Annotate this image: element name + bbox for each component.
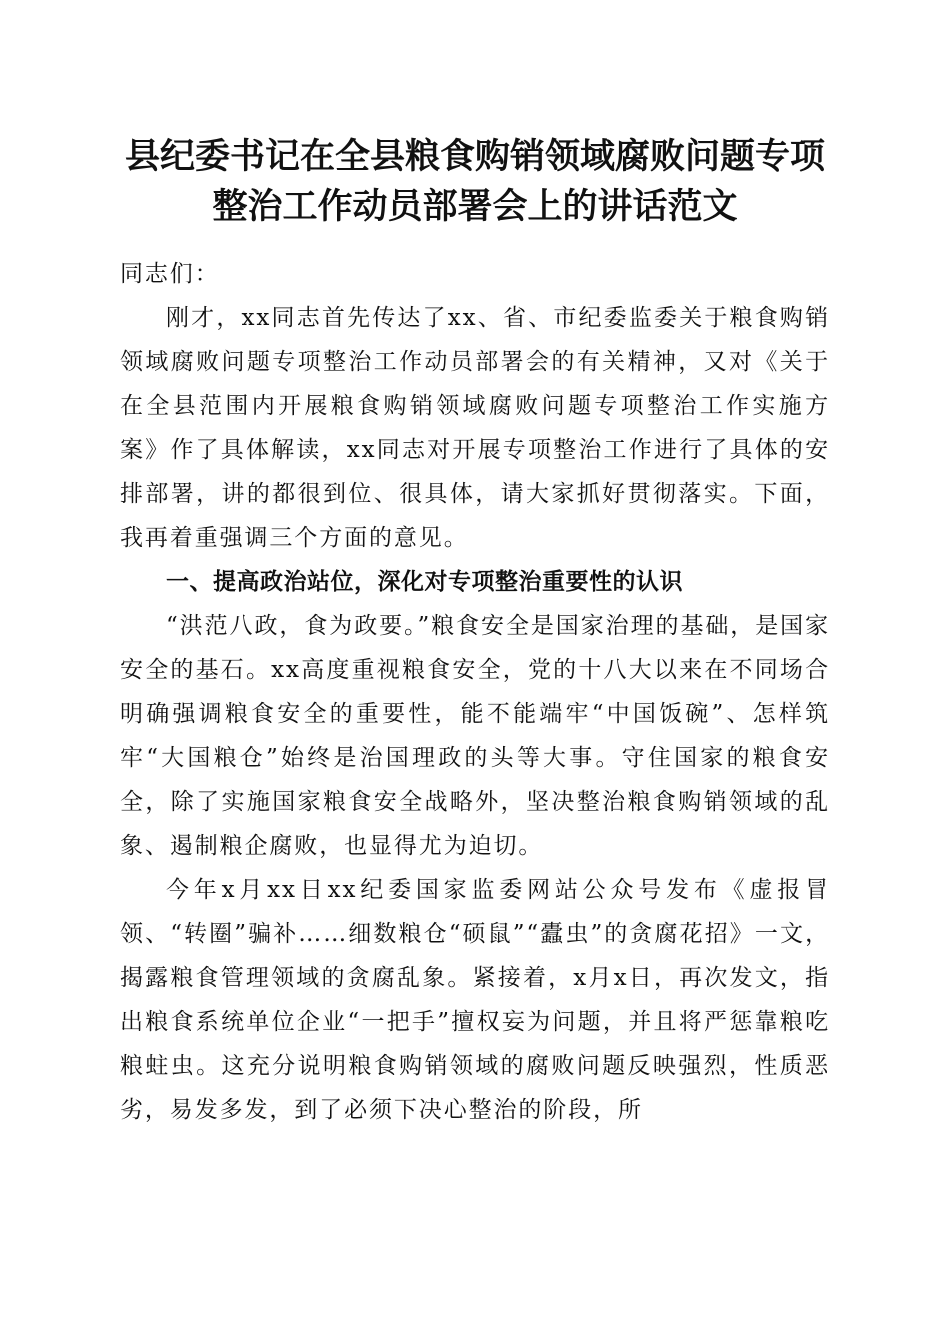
title-line-1: 县纪委书记在全县粮食购销领域腐败问题专项 xyxy=(124,136,825,177)
document-title xyxy=(95,132,855,232)
paragraph-3: 今年x月xx日xx纪委国家监委网站公众号发布《虚报冒领、“转圈”骗补……细数粮仓“硕鼠”“蠹虫”的贪腐花招》一文，揭露粮食管理领域的贪腐乱象。紧接着，x月x日，再次发文，指出粮食系统单位企业“一把手”擅权妄为问题，并且将严惩靠粮吃粮蛀虫。这充分说明粮食购销领域的腐败问题反映强烈，性质恶劣，易发多发，到了必须下决心整治的阶段，所 xyxy=(120,877,830,1123)
paragraph-2: “洪范八政，食为政要。”粮食安全是国家治理的基础，是国家安全的基石。xx高度重视粮食安全，党的十八大以来在不同场合明确强调粮食安全的重要性，能不能端牢“中国饭碗”、怎样筑牢“大国粮仓”始终是治国理政的头等大事。守住国家的粮食安全，除了实施国家粮食安全战略外，坚决整治粮食购销领域的乱象、遏制粮企腐败，也显得尤为迫切。 xyxy=(120,613,830,859)
section-1-heading: 一、提高政治站位，深化对专项整治重要性的认识 xyxy=(166,569,683,595)
paragraph-1: 刚才，xx同志首先传达了xx、省、市纪委监委关于粮食购销领域腐败问题专项整治工作动员部署会的有关精神，又对《关于在全县范围内开展粮食购销领域腐败问题专项整治工作实施方案》作了具体解读，xx同志对开展专项整治工作进行了具体的安排部署，讲的都很到位、很具体，请大家抓好贯彻落实。下面，我再着重强调三个方面的意见。 xyxy=(120,305,830,551)
title-line-2: 整治工作动员部署会上的讲话范文 xyxy=(212,186,738,227)
document-body xyxy=(120,252,830,1132)
greeting: 同志们： xyxy=(120,261,220,287)
